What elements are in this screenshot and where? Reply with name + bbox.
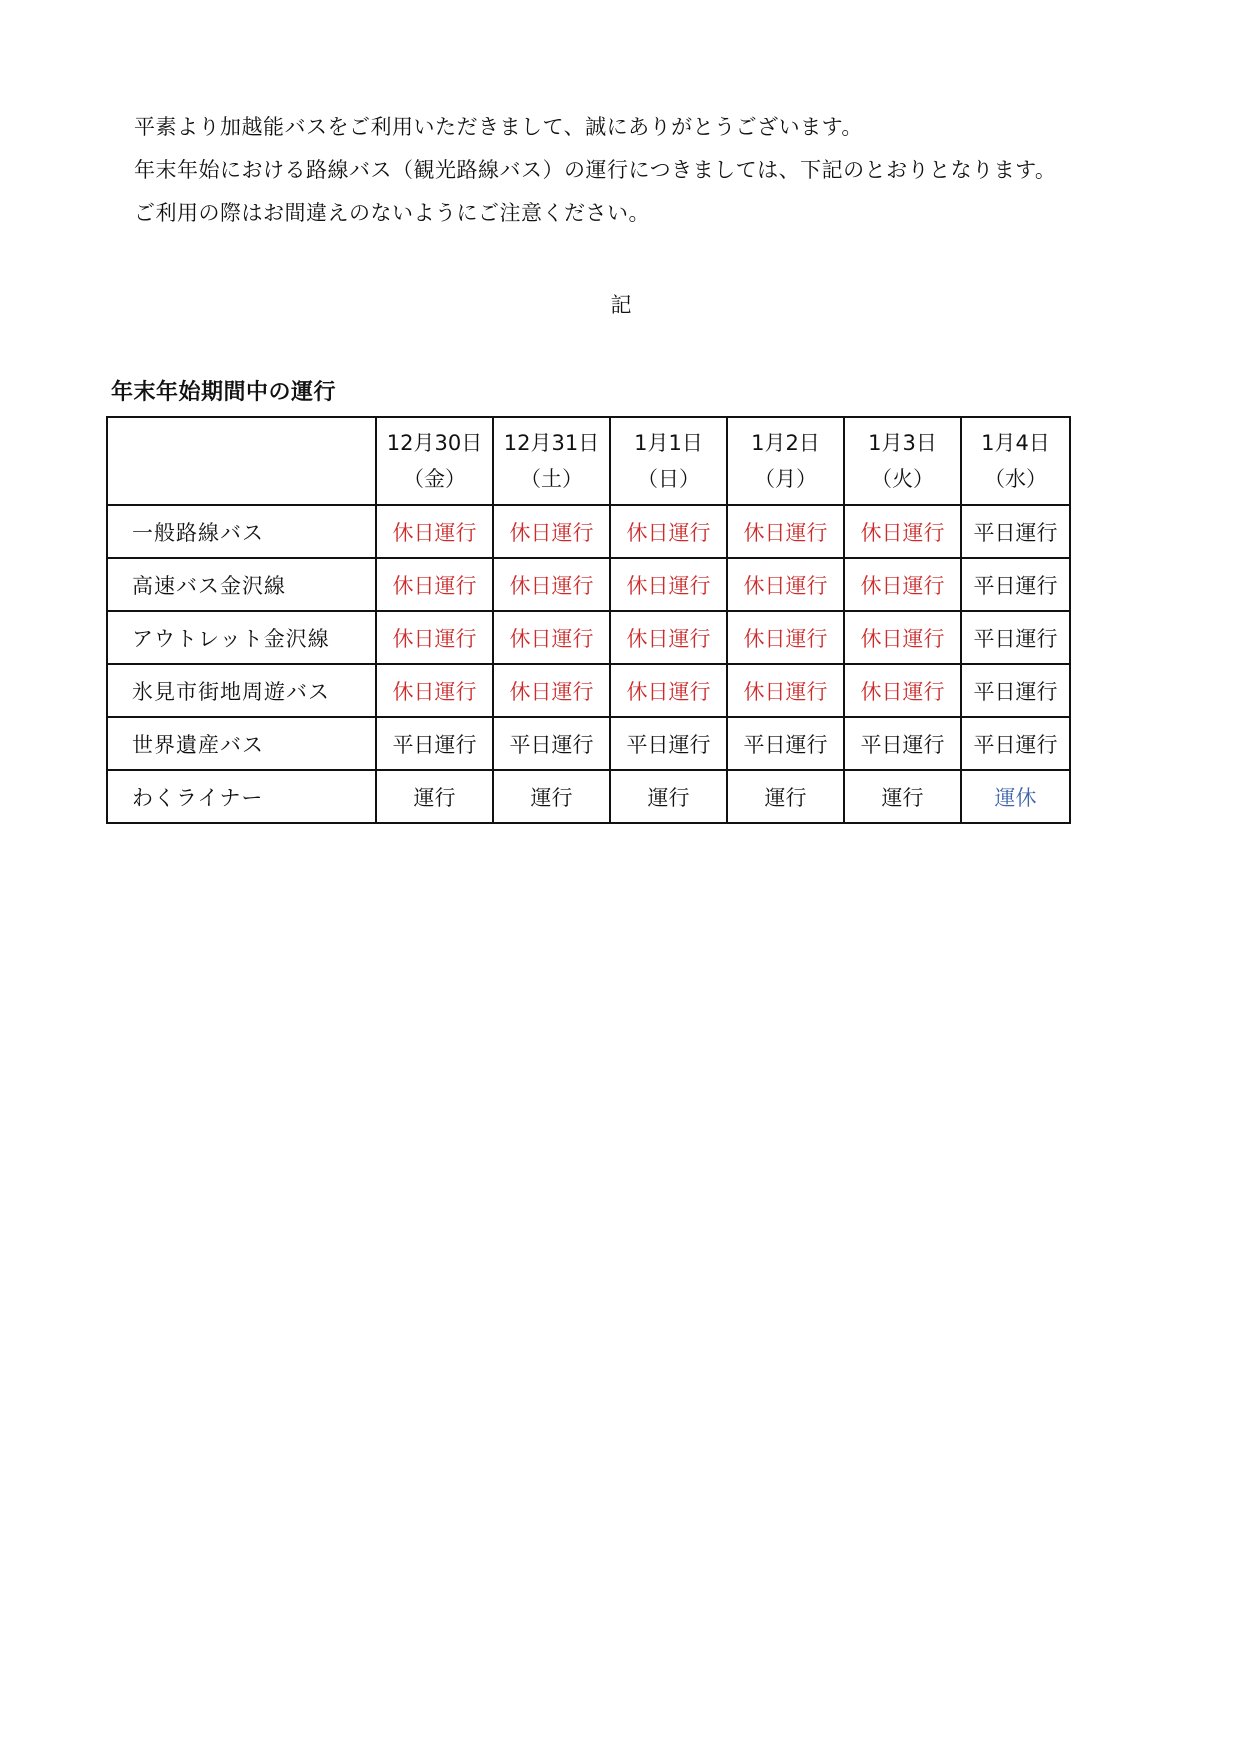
intro-paragraph: [134, 112, 1144, 241]
status-cell: 休日運行: [493, 505, 610, 558]
table-header-row: [107, 417, 1070, 505]
header-empty-cell: [107, 417, 376, 505]
status-cell: 休日運行: [610, 558, 727, 611]
table-row: [107, 558, 1070, 611]
ki-heading: 記: [610, 293, 632, 317]
header-cell: [961, 417, 1070, 505]
status-cell: 休日運行: [610, 611, 727, 664]
status-cell: 運行: [376, 770, 493, 823]
route-name-cell: アウトレット金沢線: [107, 611, 376, 664]
status-cell: 平日運行: [961, 558, 1070, 611]
status-cell: 平日運行: [727, 717, 844, 770]
status-cell: 休日運行: [727, 558, 844, 611]
header-weekday: （水）: [984, 467, 1047, 491]
schedule-table: [106, 416, 1071, 824]
status-cell: 休日運行: [610, 664, 727, 717]
header-date: 1月1日: [634, 431, 703, 455]
intro-line-greeting: 平素より加越能バスをご利用いただきまして、誠にありがとうございます。: [134, 115, 863, 139]
status-cell: 休日運行: [727, 505, 844, 558]
table-row: [107, 664, 1070, 717]
status-cell: 平日運行: [961, 664, 1070, 717]
status-cell: 平日運行: [376, 717, 493, 770]
status-cell: 休日運行: [727, 611, 844, 664]
table-row: [107, 611, 1070, 664]
intro-line-operation: 年末年始における路線バス（観光路線バス）の運行につきましては、下記のとおりとなります。: [134, 158, 1057, 182]
status-cell: 休日運行: [610, 505, 727, 558]
status-cell: 運行: [844, 770, 961, 823]
status-cell: 休日運行: [493, 664, 610, 717]
status-cell: 休日運行: [844, 664, 961, 717]
section-title: 年末年始期間中の運行: [111, 380, 337, 405]
status-cell: 休日運行: [376, 505, 493, 558]
header-cell: [610, 417, 727, 505]
status-cell: 平日運行: [610, 717, 727, 770]
route-name-cell: わくライナー: [107, 770, 376, 823]
header-date: 12月31日: [503, 431, 600, 455]
route-name-cell: 一般路線バス: [107, 505, 376, 558]
route-name-cell: 高速バス金沢線: [107, 558, 376, 611]
header-cell: [493, 417, 610, 505]
header-weekday: （日）: [637, 467, 700, 491]
status-cell: 休日運行: [727, 664, 844, 717]
status-cell: 運行: [493, 770, 610, 823]
status-cell: 平日運行: [844, 717, 961, 770]
status-cell: 休日運行: [844, 611, 961, 664]
table-row: [107, 505, 1070, 558]
status-cell: 休日運行: [376, 664, 493, 717]
header-weekday: （土）: [520, 467, 583, 491]
status-cell: 運行: [727, 770, 844, 823]
table-row: [107, 770, 1070, 823]
status-cell: 休日運行: [493, 611, 610, 664]
status-cell: 平日運行: [961, 717, 1070, 770]
status-cell: 休日運行: [376, 611, 493, 664]
status-cell: 平日運行: [493, 717, 610, 770]
header-date: 12月30日: [386, 431, 483, 455]
status-cell: 休日運行: [376, 558, 493, 611]
header-weekday: （金）: [403, 467, 466, 491]
status-cell: 休日運行: [493, 558, 610, 611]
header-date: 1月2日: [751, 431, 820, 455]
header-date: 1月4日: [981, 431, 1050, 455]
route-name-cell: 氷見市街地周遊バス: [107, 664, 376, 717]
status-cell: 運休: [961, 770, 1070, 823]
status-cell: 平日運行: [961, 611, 1070, 664]
table-row: [107, 717, 1070, 770]
status-cell: 平日運行: [961, 505, 1070, 558]
header-cell: [844, 417, 961, 505]
intro-line-caution: ご利用の際はお間違えのないようにご注意ください。: [134, 201, 650, 225]
route-name-cell: 世界遺産バス: [107, 717, 376, 770]
header-cell: [727, 417, 844, 505]
status-cell: 運行: [610, 770, 727, 823]
status-cell: 休日運行: [844, 558, 961, 611]
header-weekday: （火）: [871, 467, 934, 491]
status-cell: 休日運行: [844, 505, 961, 558]
header-weekday: （月）: [754, 467, 817, 491]
header-date: 1月3日: [868, 431, 937, 455]
header-cell: [376, 417, 493, 505]
